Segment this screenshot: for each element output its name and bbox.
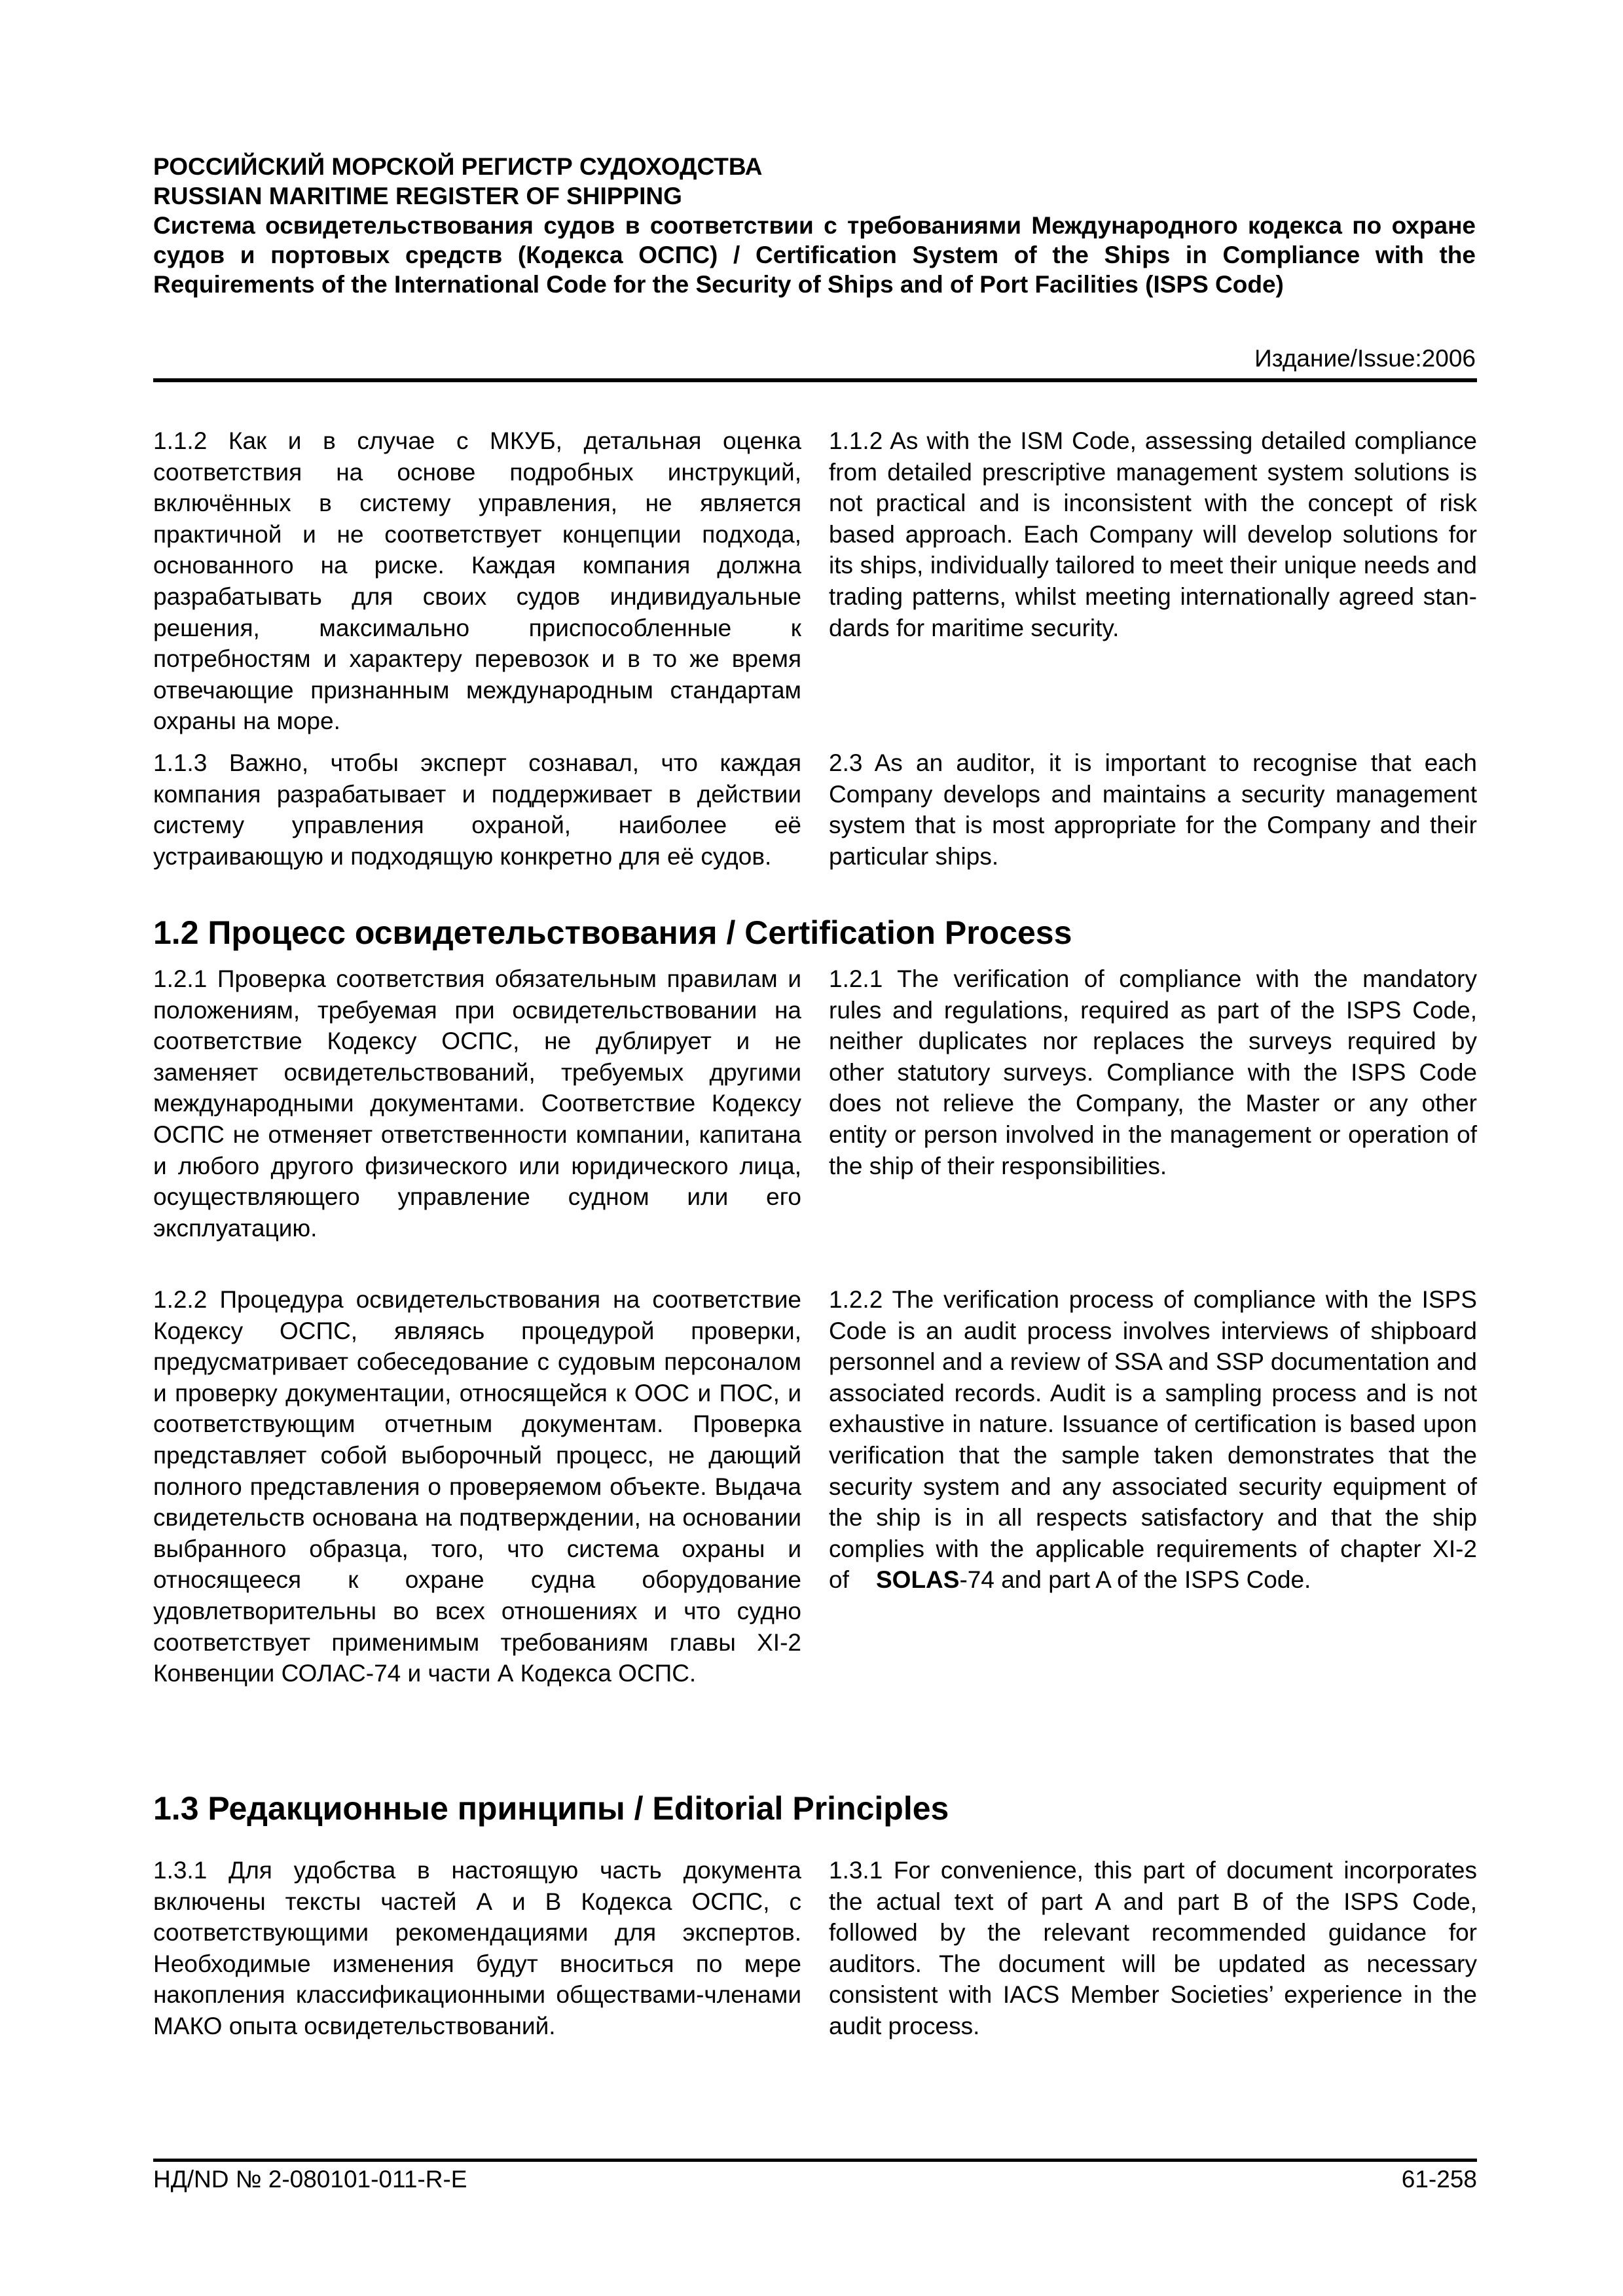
solas-emphasis: SOLAS — [875, 1566, 960, 1594]
document-title: Система освидетельствования судов в соответствии с требованиями Международного кодекса по охране судов и портовых средств (Кодекса ОСПС) / Certification System of the Ships in Compliance with the Requirements of the International Code for the Security of Ships and of Port Facilities (ISPS Code) — [153, 212, 1476, 298]
paragraph-en-tail: -74 and part A of the ISPS Code. — [959, 1566, 1311, 1594]
paragraph-en-lead: 1.2.2 The verification process of compliance with the ISPS Code is an audit process involves interviews of shipboard personnel and a review of SSA and SSP documentation and associated records. Audit is a sampling process and is not exhaustive in nature. Issuance of certification is based upon verification that the sample taken demonstrates that the security system and any associated security equipment of the ship is in all respects satisfactory and that the ship complies with the applicable requirements of chapter XI-2 of — [829, 1286, 1477, 1594]
document-number: НД/ND № 2-080101-011-R-E — [153, 2166, 467, 2193]
section-heading-1-2: 1.2 Процесс освидетельствования / Certification Process — [153, 914, 1072, 951]
paragraph-ru: 1.1.3 Важно, чтобы эксперт сознавал, что каждая компания разрабатывает и поддерживает в действии систему управления охраной, наиболее её устраивающую и подходящую конкретно для её судов. — [153, 749, 801, 870]
document-header — [153, 152, 1476, 299]
org-name-en: RUSSIAN MARITIME REGISTER OF SHIPPING — [153, 183, 682, 209]
paragraph-en: 2.3 As an auditor, it is important to recognise that each Company develops and maintains a security management system that is most appropriate for the Company and their particular ships. — [829, 749, 1477, 870]
header-divider — [153, 378, 1477, 382]
paragraph-en: 1.1.2 As with the ISM Code, assessing detailed compliance from detailed prescriptive management system solutions is not practical and is inconsistent with the concept of risk based approach. Each Company will develop solutions for its ships, individually tailored to meet their unique needs and trading patterns, whilst meeting internationally agreed standards for maritime security. — [829, 427, 1477, 641]
paragraph-en — [829, 1284, 1477, 1596]
paragraph-en: 1.3.1 For convenience, this part of document incorporates the actual text of part A and part B of the ISPS Code, followed by the relevant recommended guidance for auditors. The document will be updated as necessary consistent with IACS Member Societies’ experience in the audit process. — [829, 1857, 1477, 2039]
footer-divider — [153, 2159, 1477, 2162]
org-name-ru: РОССИЙСКИЙ МОРСКОЙ РЕГИСТР СУДОХОДСТВА — [153, 153, 763, 180]
issue-label: Издание/Issue:2006 — [1254, 345, 1476, 372]
paragraph-ru: 1.1.2 Как и в случае с МКУБ, детальная оценка соответствия на основе подробных инструкций, включённых в систему управления, не является практичной и не соответствует концепции подхода, основанного на риске. Каждая компания должна разрабатывать для своих судов индивидуальные решения, максимально приспособленные к потребностям и характеру перевозок и в то же время отвечающие признанным международным стандартам охраны на море. — [153, 427, 801, 735]
paragraph-ru: 1.2.1 Проверка соответствия обязательным правилам и положениям, требуемая при освидетельствовании на соответствие Кодексу ОСПС, не дублирует и не заменяет освидетельствований, требуемых другими международными документами. Соответствие Кодексу ОСПС не отменяет ответственности компании, капитана и любого другого физического или юридического лица, осуществляющего управление судном или его эксплуатацию. — [153, 965, 801, 1242]
paragraph-ru: 1.3.1 Для удобства в настоящую часть документа включены тексты частей А и В Кодекса ОСПС, с соответствующими рекомендациями для экспертов. Необходимые изменения будут вноситься по мере накопления классификационными обществами-членами МАКО опыта освидетельствований. — [153, 1857, 801, 2039]
page-number: 61-258 — [1401, 2166, 1477, 2193]
paragraph-ru: 1.2.2 Процедура освидетельствования на соответствие Кодексу ОСПС, являясь процедурой проверки, предусматривает собеседование с судовым персоналом и проверку документации, относящейся к ООС и ПОС, и соответствующим отчетным документам. Проверка представляет собой выборочный процесс, не дающий полного представления о проверяемом объекте. Выдача свидетельств основана на подтверждении, на основании выбранного образца, того, что система охраны и относящееся к охране судна оборудование удовлетворительны во всех отношениях и что судно соответствует применимым требованиям главы XI-2 Конвенции СОЛАС-74 и части А Кодекса ОСПС. — [153, 1286, 801, 1687]
paragraph-en: 1.2.1 The verification of compliance with the mandatory rules and regulations, required as part of the ISPS Code, neither duplicates nor replaces the surveys required by other statutory surveys. Compliance with the ISPS Code does not relieve the Company, the Master or any other entity or person involved in the management or operation of the ship of their responsibilities. — [829, 965, 1477, 1179]
section-heading-1-3: 1.3 Редакционные принципы / Editorial Principles — [153, 1790, 949, 1827]
